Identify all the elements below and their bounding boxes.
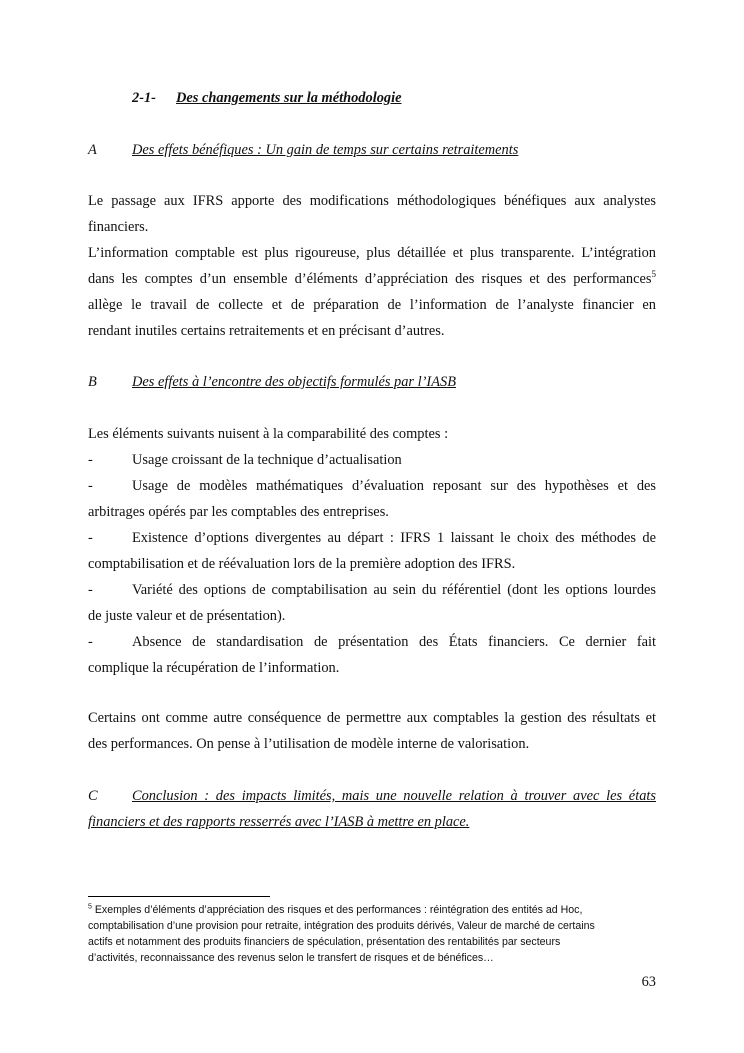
list-item (88, 525, 656, 551)
list-item-text: Usage croissant de la technique d’actualisation (132, 452, 402, 468)
text-line: des performances. On pense à l’utilisation de modèle interne de valorisation. (88, 736, 530, 752)
text-line: financiers. (88, 219, 149, 235)
list-item-continuation: arbitrages opérés par les comptables des entreprises. (88, 504, 389, 520)
subsection-c-heading (88, 783, 656, 835)
footnote (88, 902, 656, 966)
bullet: - (88, 582, 93, 598)
bullet: - (88, 634, 93, 650)
list-item-text: Existence d’options divergentes au départ : IFRS 1 laissant le choix des méthodes de (132, 530, 656, 546)
footnote-separator (88, 896, 270, 897)
subsection-c-title: financiers et des rapports resserrés avec l’IASB à mettre en place. (88, 814, 470, 830)
section-title: Des changements sur la méthodologie (176, 90, 402, 106)
bullet: - (88, 478, 93, 494)
footnote-line: $^5$ Exemples d’éléments d’appréciation des risques et des performances : réintégration des entités ad Hoc, (88, 903, 583, 916)
list-item-continuation: de juste valeur et de présentation). (88, 608, 286, 624)
paragraph-a (88, 188, 656, 344)
footnote-line: comptabilisation d’une provision pour retraite, intégration des produits dérivés, Valeur de marché de certains (88, 920, 595, 932)
list-item-text: Absence de standardisation de présentation des États financiers. Ce dernier fait (132, 634, 656, 650)
text-line: Certains ont comme autre conséquence de permettre aux comptables la gestion des résultats et (88, 710, 656, 726)
subsection-c-title: Conclusion : des impacts limités, mais une nouvelle relation à trouver avec les états (132, 788, 656, 804)
text-line: rendant inutiles certains retraitements et en précisant d’autres. (88, 323, 445, 339)
subsection-b-title: Des effets à l’encontre des objectifs formulés par l’IASB (132, 374, 456, 390)
list-item (88, 473, 656, 499)
subsection-a-heading (88, 137, 656, 163)
subsection-b-heading (88, 369, 656, 395)
footnote-reference: 5 (651, 269, 656, 280)
list-item (88, 447, 656, 473)
section-number: 2-1- (132, 90, 156, 106)
bullet: - (88, 530, 93, 546)
list-item-text: Usage de modèles mathématiques d’évaluation reposant sur des hypothèses et des (132, 478, 656, 494)
footnote-line: d’activités, reconnaissance des revenus selon le transfert de risques et de bénéfices… (88, 952, 494, 964)
text-line: allège le travail de collecte et de préparation de l’information de l’analyste financier en (88, 297, 656, 313)
footnote-line: actifs et notamment des produits financiers de spéculation, présentation des rentabilités par secteurs (88, 936, 561, 948)
intro-line: Les éléments suivants nuisent à la comparabilité des comptes : (88, 426, 449, 442)
list-item (88, 629, 656, 655)
list-item-continuation: comptabilisation et de réévaluation lors de la première adoption des IFRS. (88, 556, 516, 572)
bullet: - (88, 452, 93, 468)
paragraph-b-conclusion (88, 705, 656, 757)
text-line: Le passage aux IFRS apporte des modifications méthodologiques bénéfiques aux analystes (88, 193, 656, 209)
subsection-a-letter: A (88, 142, 97, 158)
page-number: 63 (641, 974, 656, 990)
text-line-with-footnote (88, 266, 656, 292)
text-line: L’information comptable est plus rigoureuse, plus détaillée et plus transparente. L’intégration (88, 245, 656, 261)
subsection-b-letter: B (88, 374, 97, 390)
footnote-number: 5 (88, 903, 92, 911)
subsection-c-title-line (88, 783, 656, 809)
text-line: dans les comptes d’un ensemble d’éléments d’appréciation des risques et des performances (88, 271, 652, 287)
list-item-text: Variété des options de comptabilisation au sein du référentiel (dont les options lourdes (132, 582, 656, 598)
subsection-c-letter: C (88, 788, 98, 804)
subsection-a-title: Des effets bénéfiques : Un gain de temps sur certains retraitements (132, 142, 519, 158)
list-item-continuation: complique la récupération de l’information. (88, 660, 340, 676)
list-item (88, 577, 656, 603)
section-heading (88, 85, 656, 111)
paragraph-b (88, 421, 656, 681)
